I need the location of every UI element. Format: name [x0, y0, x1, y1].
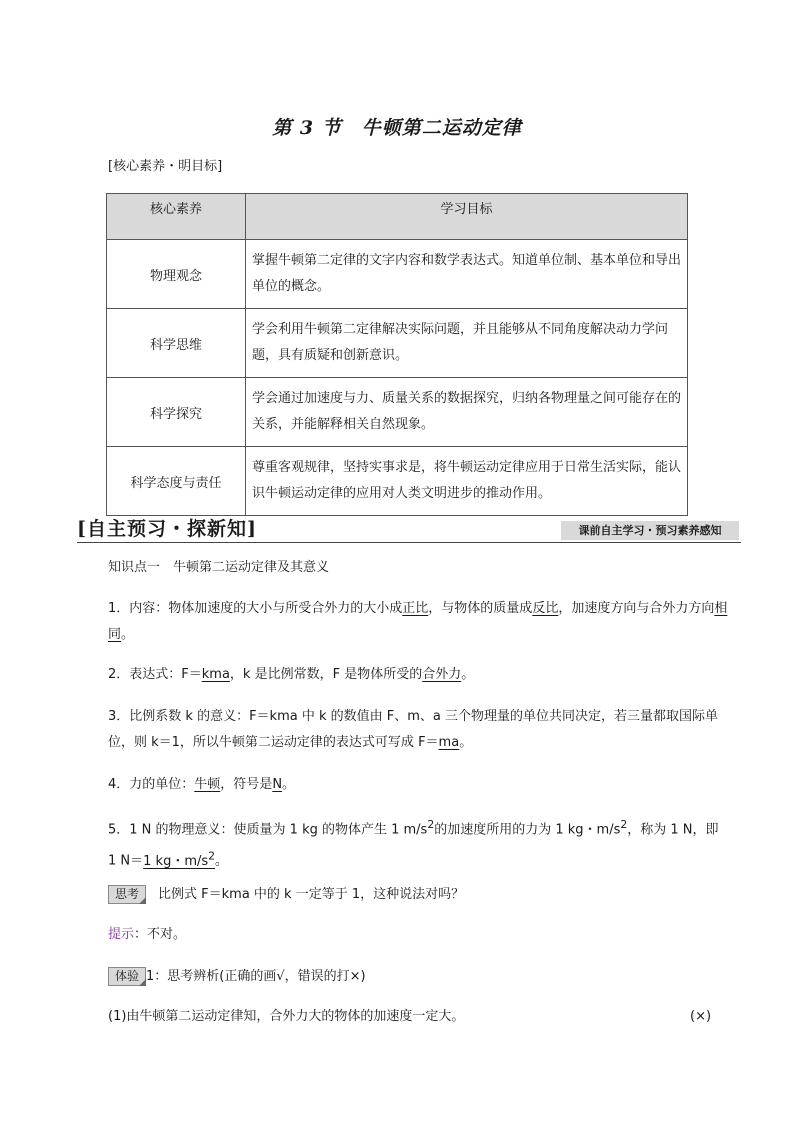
blank-answer: 反比 [532, 601, 559, 616]
blank-answer: kma [201, 667, 230, 682]
core-literacy-subhead: [核心素养・明目标] [108, 159, 223, 174]
table-cell-value: 掌握牛顿第二定律的文字内容和数学表达式。知道单位制、基本单位和导出单位的概念。 [246, 240, 688, 309]
experience-badge: 体验 [108, 967, 146, 986]
blank-answer: 合外力 [422, 667, 462, 682]
table-header-literacy: 核心素养 [107, 194, 246, 240]
table-cell-key: 物理观念 [107, 240, 246, 309]
think-badge: 思考 [108, 885, 146, 904]
blank-answer: 1 kg・$m/s^2$ [143, 849, 216, 869]
section-title: [自主预习・探新知] [77, 518, 257, 540]
table-cell-value: 学会利用牛顿第二定律解决实际问题，并且能够从不同角度解决动力学问题，具有质疑和创新意识。 [246, 309, 688, 378]
think-question: 思考 比例式 F＝kma 中的 k 一定等于 1，这种说法对吗？ [108, 882, 728, 908]
table-header-row [107, 194, 688, 240]
table-row [107, 309, 688, 378]
blank-answer: 正比 [402, 601, 429, 616]
table-cell-value: 学会通过加速度与力、质量关系的数据探究，归纳各物理量之间可能存在的关系，并能解释相关自然现象。 [246, 378, 688, 447]
page-title: 第 3 节 牛顿第二运动定律 [272, 117, 522, 139]
judgement-item: (1)由牛顿第二运动定律知，合外力大的物体的加速度一定大。 (×) [108, 1004, 728, 1030]
judgement-mark: (×) [690, 1009, 712, 1024]
table-row [107, 378, 688, 447]
table-cell-key: 科学思维 [107, 309, 246, 378]
item-newton-meaning: 5．1 N 的物理意义：使质量为 1 kg 的物体产生 1 $m/s^2$的加速度所用的力为 1 kg・$m/s^2$，称为 1 N，即 1 N＝1 kg・$m/s^2$。 [108, 818, 719, 869]
table-cell-key: 科学探究 [107, 378, 246, 447]
item-content: 1．内容：物体加速度的大小与所受合外力的大小成正比，与物体的质量成反比，加速度方向与合外力方向相同。 [108, 601, 728, 642]
hint-label: 提示 [108, 927, 135, 942]
item-force-unit: 4．力的单位：牛顿，符号是N。 [108, 777, 296, 792]
table-row [107, 240, 688, 309]
blank-answer: 相同 [108, 601, 728, 642]
experience-prompt: 体验 1：思考辨析(正确的画√，错误的打×) [108, 964, 728, 990]
blank-answer: N [272, 777, 283, 792]
item-expression: 2．表达式：F＝kma，k 是比例常数，F 是物体所受的合外力。 [108, 667, 475, 682]
literacy-goals-table [106, 193, 688, 516]
table-header-goals: 学习目标 [246, 194, 688, 240]
table-cell-value: 尊重客观规律，坚持实事求是，将牛顿运动定律应用于日常生活实际，能认识牛顿运动定律的应用对人类文明进步的推动作用。 [246, 447, 688, 516]
think-hint: 提示：不对。 [108, 927, 187, 942]
blank-answer: 牛顿 [194, 777, 221, 792]
section-tag: 课前自主学习・预习素养感知 [561, 521, 739, 540]
knowledge-point-heading: 知识点一 牛顿第二运动定律及其意义 [108, 560, 330, 575]
table-row [107, 447, 688, 516]
blank-answer: ma [438, 735, 460, 750]
table-cell-key: 科学态度与责任 [107, 447, 246, 516]
item-coefficient: 3．比例系数 k 的意义：F＝kma 中 k 的数值由 F、m、a 三个物理量的单位共同决定，若三量都取国际单位，则 k＝1，所以牛顿第二运动定律的表达式可写成 F＝ma。 [108, 709, 718, 750]
